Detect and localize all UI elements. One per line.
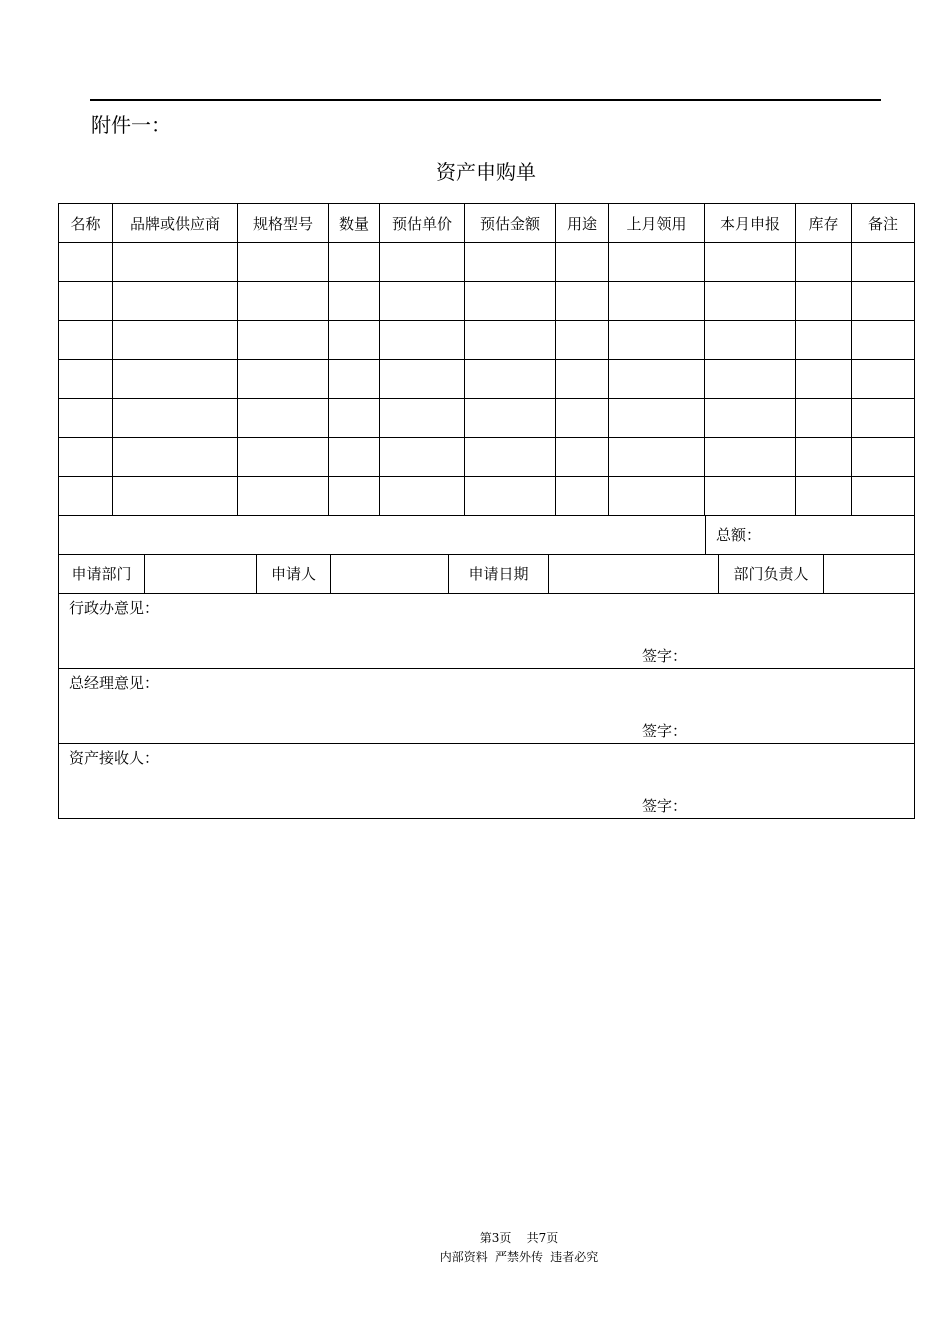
- table-cell[interactable]: [113, 438, 238, 477]
- table-cell[interactable]: [609, 243, 705, 282]
- dept-manager-label: 部门负责人: [719, 555, 824, 593]
- column-header-purpose: 用途: [556, 204, 609, 243]
- table-cell[interactable]: [609, 360, 705, 399]
- table-cell[interactable]: [113, 243, 238, 282]
- table-cell[interactable]: [329, 477, 380, 516]
- table-cell[interactable]: [852, 438, 915, 477]
- gm-opinion-cell[interactable]: [59, 669, 915, 744]
- table-cell[interactable]: [380, 282, 465, 321]
- table-cell[interactable]: [705, 360, 796, 399]
- table-cell[interactable]: [705, 282, 796, 321]
- form-title: 资产申购单: [436, 160, 536, 184]
- table-cell[interactable]: [238, 399, 329, 438]
- table-cell[interactable]: [380, 477, 465, 516]
- table-cell[interactable]: [852, 477, 915, 516]
- dept-field[interactable]: [145, 555, 257, 593]
- column-header-est-amount: 预估金额: [465, 204, 556, 243]
- total-cell: [59, 516, 915, 555]
- table-cell[interactable]: [796, 438, 852, 477]
- table-cell[interactable]: [238, 477, 329, 516]
- applicant-info-row: [59, 555, 915, 594]
- table-cell[interactable]: [113, 477, 238, 516]
- table-cell[interactable]: [380, 243, 465, 282]
- table-cell[interactable]: [556, 477, 609, 516]
- admin-opinion-label: 行政办意见：: [69, 599, 160, 617]
- attachment-label: 附件一：: [91, 113, 171, 137]
- column-header-est-unit-price: 预估单价: [380, 204, 465, 243]
- applicant-field[interactable]: [331, 555, 449, 593]
- header-rule: [90, 99, 881, 101]
- table-cell[interactable]: [59, 321, 113, 360]
- table-cell[interactable]: [796, 399, 852, 438]
- table-row: [59, 399, 915, 438]
- applicant-info-cell: [59, 555, 915, 594]
- table-cell[interactable]: [59, 243, 113, 282]
- table-cell[interactable]: [852, 321, 915, 360]
- table-cell[interactable]: [556, 243, 609, 282]
- table-cell[interactable]: [238, 438, 329, 477]
- gm-opinion-label: 总经理意见：: [69, 674, 160, 692]
- table-cell[interactable]: [705, 399, 796, 438]
- admin-opinion-cell[interactable]: [59, 594, 915, 669]
- table-row: [59, 282, 915, 321]
- column-header-brand-supplier: 品牌或供应商: [113, 204, 238, 243]
- table-cell[interactable]: [465, 477, 556, 516]
- table-cell[interactable]: [465, 282, 556, 321]
- table-cell[interactable]: [465, 399, 556, 438]
- dept-manager-field[interactable]: [824, 555, 913, 593]
- table-cell[interactable]: [113, 282, 238, 321]
- table-cell[interactable]: [113, 321, 238, 360]
- table-cell[interactable]: [329, 243, 380, 282]
- table-cell[interactable]: [609, 477, 705, 516]
- total-label: 总额：: [716, 526, 762, 544]
- table-cell[interactable]: [329, 360, 380, 399]
- table-cell[interactable]: [329, 282, 380, 321]
- table-cell[interactable]: [465, 321, 556, 360]
- apply-date-field[interactable]: [549, 555, 719, 593]
- table-cell[interactable]: [609, 438, 705, 477]
- applicant-label: 申请人: [257, 555, 331, 593]
- table-cell[interactable]: [705, 321, 796, 360]
- table-cell[interactable]: [238, 282, 329, 321]
- table-cell[interactable]: [609, 321, 705, 360]
- table-row: [59, 321, 915, 360]
- table-cell[interactable]: [59, 438, 113, 477]
- table-cell[interactable]: [556, 399, 609, 438]
- table-cell[interactable]: [380, 438, 465, 477]
- table-cell[interactable]: [329, 399, 380, 438]
- total-row: [59, 516, 915, 555]
- column-header-stock: 库存: [796, 204, 852, 243]
- dept-label: 申请部门: [59, 555, 145, 593]
- table-cell[interactable]: [380, 360, 465, 399]
- column-header-last-month-used: 上月领用: [609, 204, 705, 243]
- table-cell[interactable]: [113, 399, 238, 438]
- table-cell[interactable]: [852, 282, 915, 321]
- column-header-spec-model: 规格型号: [238, 204, 329, 243]
- header-row: [59, 204, 915, 243]
- table-row: [59, 438, 915, 477]
- admin-opinion-row: [59, 594, 915, 669]
- table-cell[interactable]: [380, 321, 465, 360]
- confidential-notice: 内部资料 严禁外传 违者必究: [439, 1250, 599, 1264]
- table-cell[interactable]: [238, 243, 329, 282]
- total-blank: [59, 516, 706, 554]
- receiver-row: [59, 744, 915, 819]
- table-cell[interactable]: [556, 360, 609, 399]
- column-header-quantity: 数量: [329, 204, 380, 243]
- table-cell[interactable]: [113, 360, 238, 399]
- table-cell[interactable]: [609, 399, 705, 438]
- table-cell[interactable]: [852, 243, 915, 282]
- purchase-request-table: [58, 203, 915, 819]
- table-cell[interactable]: [59, 282, 113, 321]
- table-cell[interactable]: [329, 438, 380, 477]
- table-cell[interactable]: [705, 438, 796, 477]
- table-cell[interactable]: [796, 243, 852, 282]
- table-cell[interactable]: [59, 360, 113, 399]
- table-cell[interactable]: [796, 321, 852, 360]
- table-cell[interactable]: [59, 399, 113, 438]
- receiver-label: 资产接收人：: [69, 749, 160, 767]
- table-cell[interactable]: [705, 477, 796, 516]
- table-cell[interactable]: [796, 477, 852, 516]
- table-cell[interactable]: [329, 321, 380, 360]
- table-cell[interactable]: [556, 282, 609, 321]
- admin-sign-label: 签字：: [642, 647, 688, 665]
- table-cell[interactable]: [238, 360, 329, 399]
- apply-date-label: 申请日期: [449, 555, 549, 593]
- table-cell[interactable]: [59, 477, 113, 516]
- table-cell[interactable]: [852, 399, 915, 438]
- table-cell[interactable]: [465, 243, 556, 282]
- table-cell[interactable]: [796, 360, 852, 399]
- receiver-sign-label: 签字：: [642, 797, 688, 815]
- table-cell[interactable]: [852, 360, 915, 399]
- gm-opinion-row: [59, 669, 915, 744]
- column-header-this-month-request: 本月申报: [705, 204, 796, 243]
- table-row: [59, 477, 915, 516]
- table-cell[interactable]: [556, 438, 609, 477]
- receiver-cell[interactable]: [59, 744, 915, 819]
- table-cell[interactable]: [465, 438, 556, 477]
- table-cell[interactable]: [796, 282, 852, 321]
- table-cell[interactable]: [556, 321, 609, 360]
- page-number: 第3页 共7页: [479, 1231, 559, 1245]
- table-row: [59, 360, 915, 399]
- table-cell[interactable]: [609, 282, 705, 321]
- table-cell[interactable]: [380, 399, 465, 438]
- column-header-name: 名称: [59, 204, 113, 243]
- table-cell[interactable]: [238, 321, 329, 360]
- column-header-remarks: 备注: [852, 204, 915, 243]
- table-row: [59, 243, 915, 282]
- table-cell[interactable]: [705, 243, 796, 282]
- gm-sign-label: 签字：: [642, 722, 688, 740]
- table-cell[interactable]: [465, 360, 556, 399]
